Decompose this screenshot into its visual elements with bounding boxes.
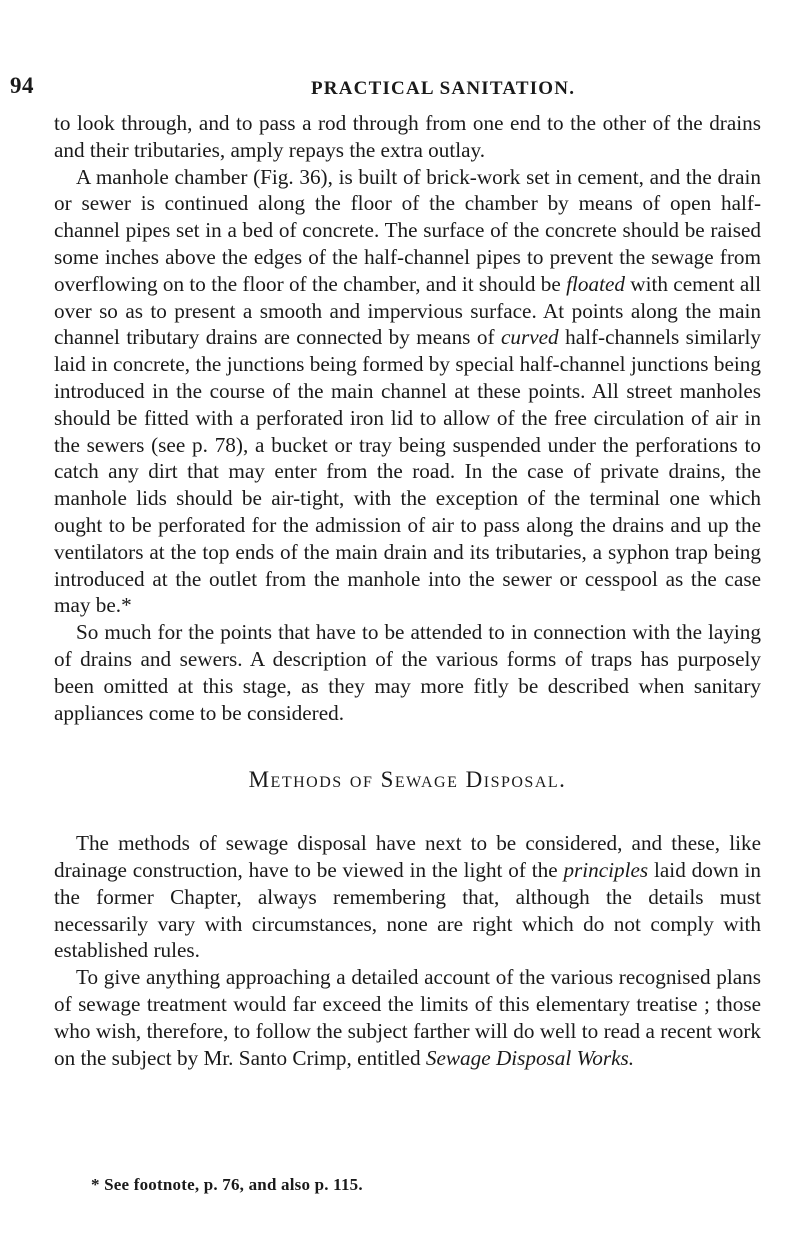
- emphasis-floated: floated: [566, 271, 625, 296]
- paragraph-text: laid down in the former Chapter, always remembering that, although the details must necessarily vary with circumstances, none are right which do not comply with established rules.: [54, 857, 761, 963]
- footnote: * See footnote, p. 76, and also p. 115.: [91, 1175, 363, 1194]
- paragraph-traps: So much for the points that have to be attended to in connection with the laying of drains and sewers. A description of the various forms of traps has purposely been omitted at this stage, as they may more fitly be described when sanitary appliances come to be considered.: [54, 620, 761, 725]
- emphasis-book-title: Sewage Disposal Works.: [425, 1045, 635, 1070]
- paragraph-text: with cement all over so as to present a smooth and impervious surface. At points along the main channel tributary drains are connected by means of: [54, 271, 761, 350]
- paragraph-text: half-channels similarly laid in concrete, the junctions being formed by special half-channel junctions being introduced in the course of the main channel at these points. All street manholes should be fitted with a perforated iron lid to allow of the free circulation of air in the sewers (see p. 78), a bucket or tray being suspended under the perforations to catch any dirt that may enter from the road. In the case of private drains, the manhole lids should be air-tight, with the exception of the terminal one which ought to be perforated for the admission of air to pass along the drains and up the ventilators at the top ends of the main drain and its tributaries, a syphon trap being introduced at the outlet from the manhole into the sewer or cesspool as the case may be.*: [54, 325, 761, 618]
- paragraph-text: The methods of sewage disposal have next to be considered, and these, like drainage construction, have to be viewed in the light of the: [54, 831, 761, 882]
- paragraph-methods: [54, 830, 761, 964]
- paragraph-text: A manhole chamber (Fig. 36), is built of brick-work set in cement, and the drain or sewer is continued along the floor of the chamber by means of open half-channel pipes set in a bed of concrete. The surface of the concrete should be raised some inches above the edges of the half-channel pipes to prevent the sewage from overflowing on to the floor of the chamber, and it should be: [54, 164, 761, 296]
- emphasis-principles: principles: [563, 857, 649, 882]
- paragraph-treatment: [54, 964, 761, 1071]
- emphasis-curved: curved: [500, 325, 559, 350]
- paragraph-manhole-chamber: [54, 164, 761, 620]
- section-heading: Methods of Sewage Disposal.: [248, 767, 567, 793]
- paragraph-text: To give anything approaching a detailed account of the various recognised plans of sewage treatment would far exceed the limits of this elementary treatise ; those who wish, therefore, to follow the subject farther will do well to read a recent work on the subject by Mr. Santo Crimp, entitled: [54, 965, 761, 1070]
- page-number: 94: [10, 73, 34, 98]
- body-text: [54, 110, 761, 1071]
- paragraph-continuation: to look through, and to pass a rod through from one end to the other of the drains and their tributaries, amply repays the extra outlay.: [54, 111, 761, 162]
- running-head: PRACTICAL SANITATION.: [311, 78, 576, 99]
